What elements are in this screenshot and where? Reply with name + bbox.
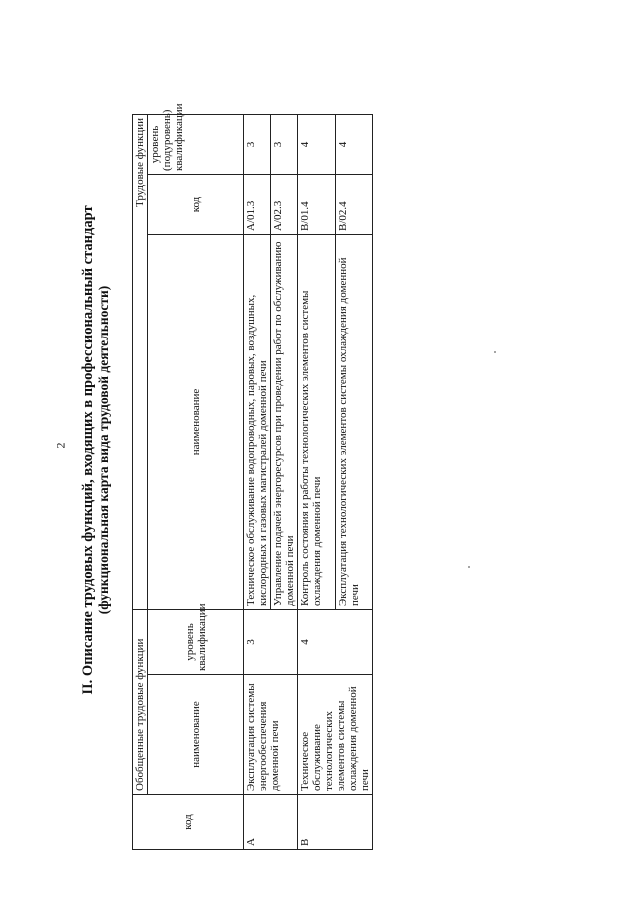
section-subtitle: (функциональная карта вида трудовой деятельности)	[96, 285, 111, 615]
function-level: 3	[244, 114, 271, 174]
scan-speck	[494, 351, 496, 353]
header-labor-functions: Трудовые функции	[133, 114, 148, 609]
section-title: II. Описание трудовых функций, входящих в профессиональный стандарт	[80, 205, 96, 695]
function-level: 3	[271, 114, 298, 174]
function-name: Техническое обслуживание водопроводных, паровых, воздушных, кислородных и газовых магистралей доменной печи	[244, 234, 271, 609]
header-qualification: уровень квалификации	[148, 609, 244, 674]
functional-map-table	[132, 103, 373, 850]
function-name: Контроль состояния и работы технологических элементов системы охлаждения доменной печи	[298, 234, 336, 609]
rotated-page-content	[80, 30, 375, 870]
table-row	[244, 114, 271, 849]
function-code: В/02.4	[335, 174, 373, 234]
function-code: А/01.3	[244, 174, 271, 234]
row-name: Эксплуатация системы энергообеспечения доменной печи	[244, 675, 298, 795]
scan-speck	[468, 566, 470, 568]
row-name: Техническое обслуживание технологических элементов системы охлаждения доменной печи	[298, 675, 373, 795]
table-header-row-group	[133, 114, 148, 849]
table-row	[298, 114, 336, 849]
row-qualification: 3	[244, 609, 298, 674]
function-code: А/02.3	[271, 174, 298, 234]
function-code: В/01.4	[298, 174, 336, 234]
function-name: Эксплуатация технологических элементов системы охлаждения доменной печи	[335, 234, 373, 609]
header-labor-code: код	[148, 174, 244, 234]
header-name: наименование	[148, 675, 244, 795]
function-name: Управление подачей энергоресурсов при проведении работ по обслуживанию доменной печи	[271, 234, 298, 609]
header-generalized-functions: Обобщенные трудовые функции	[133, 609, 148, 794]
header-labor-name: наименование	[148, 234, 244, 609]
function-level: 4	[298, 114, 336, 174]
row-code: A	[244, 795, 298, 850]
page-number: 2	[53, 442, 68, 449]
function-level: 4	[335, 114, 373, 174]
header-code: код	[133, 795, 244, 850]
row-code: B	[298, 795, 373, 850]
table-header-row	[148, 114, 244, 849]
header-sublevel: уровень (подуровень) квалификации	[148, 114, 244, 174]
row-qualification: 4	[298, 609, 373, 674]
